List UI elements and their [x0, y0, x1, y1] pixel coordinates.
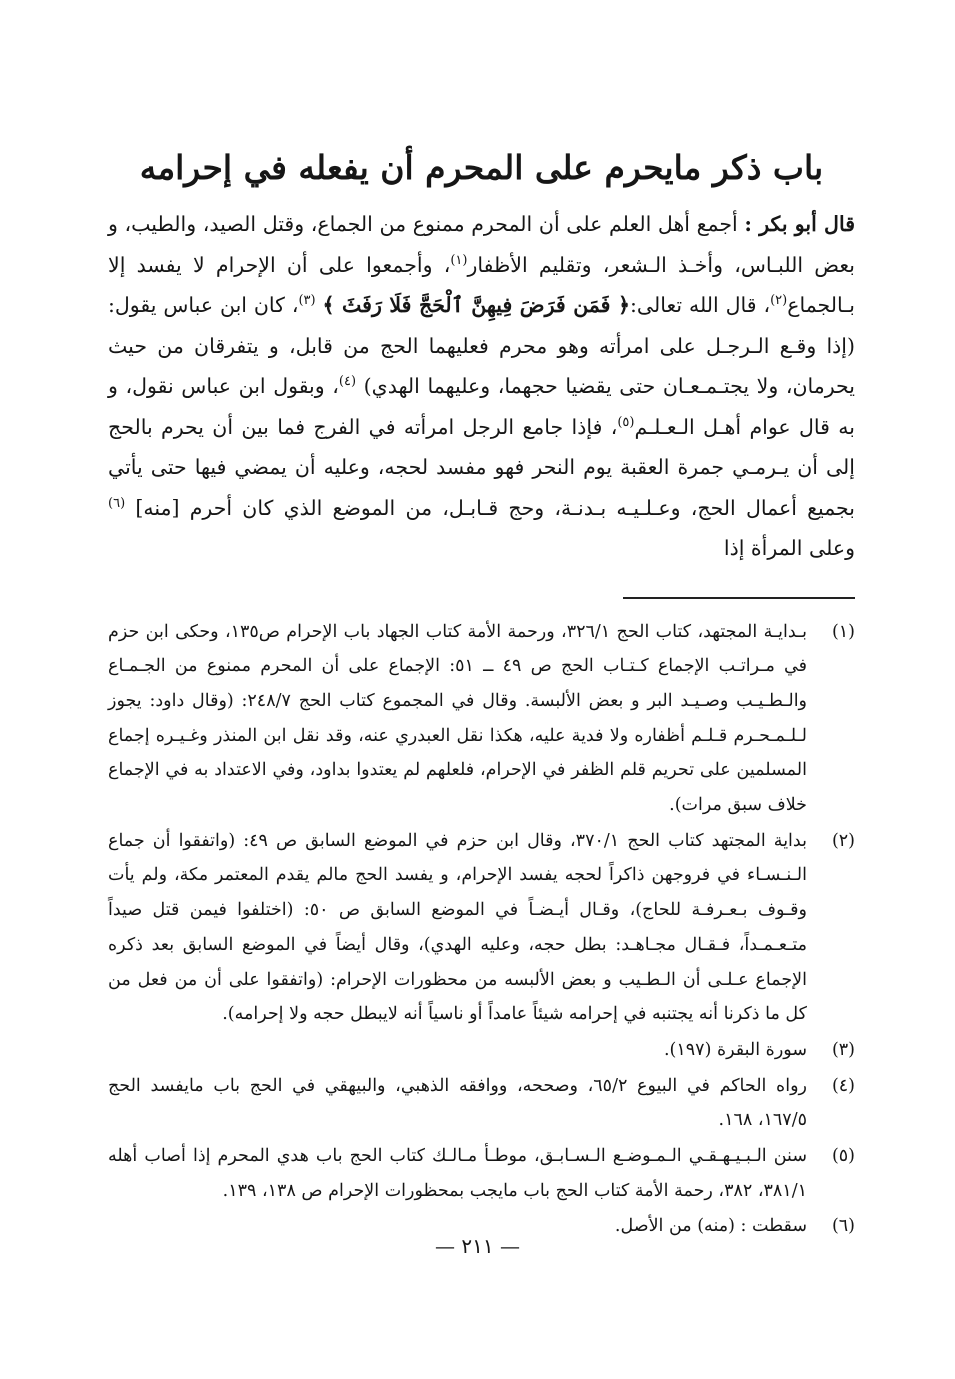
footnote-number: (٦)	[831, 1216, 855, 1237]
footnote-text: بـدايـة المجتهد، كتاب الحج ٣٢٦/١، ورحمة الأمة كتاب الجهاد باب الإحرام ص١٣٥، وحكى ابن حزم في مـراتـب الإجماع كـتـاب الحج ص ٤٩ ــ ٥١: الإجماع على أن المحرم ممنوع من الجـمـاع والـطـيـب وصـيـد البر و بعض الألبسة. وقال في المجموع كتاب الحج ٢٤٨/٧: (وقال داود: يجوز لـلـمـحـرم قـلـم أظفاره ولا فدية عليه، هكذا نقل العبدري عنه، وقد نقل ابن المنذر وغـيـره إجماع المسلمين على تحريم قلم الظفر في الإحرام، فلعلهم لم يعتدوا بداود، وفي الاعتداد به في الإجماع خلاف سبق مرات).	[108, 621, 808, 816]
main-text-segment: ، قال الله تعالى:	[630, 293, 771, 317]
footnote-number: (٥)	[831, 1146, 855, 1167]
main-text-segment: ، كان ابن عباس يقول: (إذا وقـع الـرجـل على امرأته وهو محرم فعليهما الحج من قابل، و يتفرقان من حيث يحرمان، ولا يجتـمـعـان حتى يقضيا حجهما، وعليهما الهدي)	[108, 293, 855, 398]
footnote-separator-wrap	[108, 569, 855, 615]
footnote-text: سورة البقرة (١٩٧).	[663, 1039, 807, 1060]
main-text-segment: ، فإذا جامع الرجل امرأته في الفرج فما بين أن يحرم بالحج إلى أن يـرمـي جمرة العقبة يوم النحر فهو مفسد لحجه، وعليه أن يمضي فيها حتى يأتي بجميع أعمال الحج، وعـلـيـه بـدنـة، وحج قـابـل، من الموضع الذي كان أحرم [منه]	[108, 414, 855, 520]
footnote-number: (٣)	[831, 1039, 855, 1060]
footnote-text: سنن الـبـيـهـقـي الـمـوضـع الـسـابـق، موطـأ مـالـك كتاب الحج باب هدي المحرم إذا أصاب أهله ٣٨١/١، ٣٨٢، رحمة الأمة كتاب الحج باب مايجب بمحظورات الإحرام ص ١٣٨، ١٣٩.	[108, 1146, 807, 1201]
footnote-separator	[623, 597, 855, 599]
footnote-text: بداية المجتهد كتاب الحج ٣٧٠/١، وقال ابن حزم في الموضع السابق ص ٤٩: (واتفقوا أن جماع الـنـسـاء في فروجهن ذاكراً لحجه يفسد الإحرام، و يفسد الحج مالم يقدم المعتمر مكة، ولم يأت وقـوف بـعـرفـة للحاج)، وقـال أيـضـاً في الموضع السابق ص ٥٠: (اختلفوا فيمن قتل صيداً متـعـمـداً، فـقـال مجـاهـد: بطل حجه، وعليه الهدي)، وقال أيضاً في الموضع السابق بعد ذكره الإجماع عـلـى أن الـطـيب و بعض الألبسه من محظورات الإحرام: (واتفقوا على أن من فعل من كل ما ذكرنا أنه يجتنبه في إحرامه شيئاً عامداً أو ناسياً أنه لايبطل حجه ولا إحرامه).	[108, 830, 807, 1025]
speaker-lead: قال أبو بكر :	[744, 212, 855, 236]
main-text-segment: وعلى المرأة إذا	[723, 536, 855, 560]
footnote	[108, 1033, 855, 1068]
footnote	[108, 1139, 855, 1208]
footnote-ref-5[interactable]: (٥)	[617, 414, 635, 430]
main-paragraph	[108, 204, 855, 569]
page-number: — ٢١١ —	[435, 1234, 520, 1258]
main-text-segment: ، وأجمعوا على أن الإحرام لا يفسد إلا بـالجماع	[108, 252, 855, 317]
footnote-number: (٤)	[831, 1075, 855, 1096]
footnote-ref-1[interactable]: (١)	[450, 252, 468, 268]
main-text-segment: ، وبقول ابن عباس نقول، و به قال عوام أهـل الـعـلـم	[108, 374, 855, 439]
footnote-number: (١)	[831, 621, 855, 642]
footnote	[108, 615, 855, 823]
footnotes-list	[108, 615, 855, 1245]
main-text-segment: أجمع أهل العلم على أن المحرم ممنوع من الجماع، وقتل الصيد، والطيب، و بعض اللبـاس، وأخـذ الـشعر، وتقليم الأظفار	[108, 212, 855, 277]
footnote-ref-3[interactable]: (٣)	[298, 293, 316, 309]
footnote-ref-4[interactable]: (٤)	[338, 374, 357, 390]
chapter-title: باب ذكر مايحرم على المحرم أن يفعله في إحرامه	[139, 148, 824, 187]
footnote	[108, 824, 855, 1032]
footnote-ref-2[interactable]: (٢)	[770, 293, 788, 309]
footnote-text: سقطت : (منه) من الأصل.	[614, 1216, 807, 1237]
footnote-text: رواه الحاكم في البيوع ٦٥/٢، وصححه، ووافقه الذهبي، والبيهقي في الحج باب مايفسد الحج ١٦٧/٥، ١٦٨.	[108, 1075, 807, 1131]
footnote	[108, 1069, 855, 1138]
footnote-number: (٢)	[831, 830, 855, 851]
quran-verse: ﴿ فَمَن فَرَضَ فِيهِنَّ ٱلْحَجَّ فَلَا رَفَثَ ﴾	[322, 293, 630, 317]
footnote-ref-6[interactable]: (٦)	[108, 495, 126, 511]
